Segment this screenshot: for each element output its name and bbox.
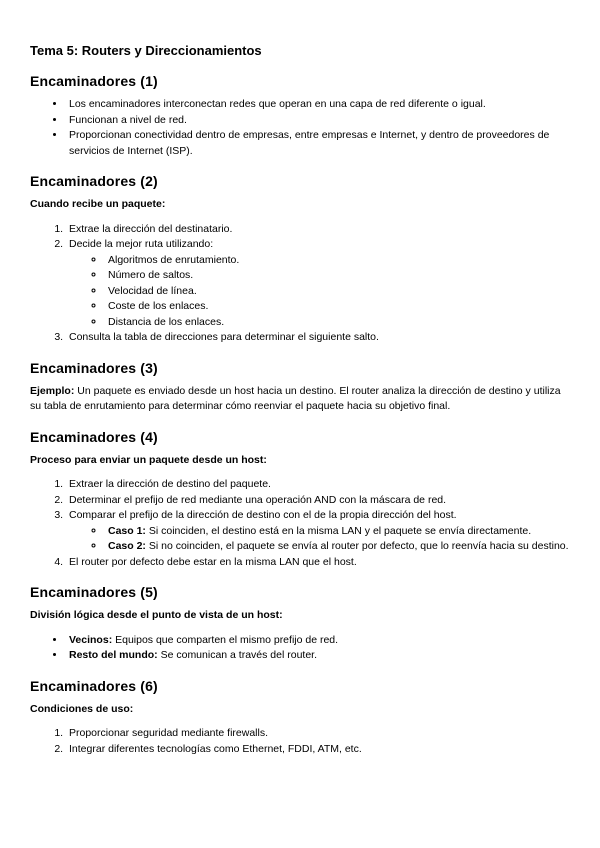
list-item: • Proporcionan conectividad dentro de empresas, entre empresas e Internet, y dentro de proveedores de servicios de Internet (ISP). [66, 128, 570, 159]
list-item: • Los encaminadores interconectan redes que operan en una capa de red diferente o igual. [66, 97, 570, 113]
numbered-list [30, 726, 570, 757]
sub-list-item: ◦ Algoritmos de enrutamiento. [105, 253, 570, 269]
section-subheading: División lógica desde el punto de vista de un host: [30, 609, 283, 621]
bold-lead: Resto del mundo: [69, 649, 158, 661]
sub-bullet-list [69, 524, 570, 555]
sub-list-item: ◦ Número de saltos. [105, 268, 570, 284]
list-item: • Vecinos: Equipos que comparten el mismo prefijo de red. [66, 633, 570, 649]
numbered-list [30, 477, 570, 570]
list-item: 1. Extrae la dirección del destinatario. [66, 222, 570, 238]
list-item: 2. Decide la mejor ruta utilizando: ◦ Algoritmos de enrutamiento. ◦ Número de saltos. ◦ Velocidad de línea. ◦ Coste de los enlaces. ◦ Distancia de los enlaces. [66, 237, 570, 330]
bold-lead: Caso 1: [108, 524, 146, 537]
bold-lead: Caso 2: [108, 540, 146, 552]
bold-lead: Ejemplo: [30, 384, 75, 397]
list-item: 3. Comparar el prefijo de la dirección de destino con el de la propia dirección del host. ◦ Caso 1: Si coinciden, el destino está en la misma LAN y el paquete se envía directamente. ◦ Caso 2: Si no coinciden, el paquete se envía al router por defecto, que lo reenvía hacia su destino. [66, 508, 570, 555]
section-heading: Encaminadores (5) [30, 584, 158, 600]
list-item: 2. Determinar el prefijo de red mediante una operación AND con la máscara de red. [66, 493, 570, 509]
section-heading: Encaminadores (4) [30, 428, 158, 445]
list-item: • Resto del mundo: Se comunican a través del router. [66, 648, 570, 664]
numbered-list [30, 222, 570, 346]
bold-lead: Vecinos: [69, 633, 113, 646]
section-heading: Encaminadores (1) [30, 73, 158, 89]
sub-list-item: ◦ Velocidad de línea. [105, 284, 570, 300]
list-item: 1. Extraer la dirección de destino del paquete. [66, 477, 570, 493]
sub-list-item: ◦ Distancia de los enlaces. [105, 315, 570, 331]
section-subheading: Cuando recibe un paquete: [30, 198, 166, 210]
section-heading: Encaminadores (2) [30, 173, 158, 189]
list-item: • Funcionan a nivel de red. [66, 113, 570, 129]
bullet-list [30, 97, 570, 159]
section-subheading: Condiciones de uso: [30, 702, 134, 715]
list-item: 4. El router por defecto debe estar en la misma LAN que el host. [66, 555, 570, 571]
document-title: Tema 5: Routers y Direccionamientos [30, 43, 262, 58]
list-item: 3. Consulta la tabla de direcciones para determinar el siguiente salto. [66, 330, 570, 346]
section-subheading: Proceso para enviar un paquete desde un host: [30, 453, 267, 466]
sub-list-item: ◦ Caso 1: Si coinciden, el destino está en la misma LAN y el paquete se envía directamente. [105, 524, 570, 540]
list-item: 1. Proporcionar seguridad mediante firewalls. [66, 726, 570, 742]
section-heading: Encaminadores (3) [30, 359, 158, 376]
sub-list-item: ◦ Coste de los enlaces. [105, 299, 570, 315]
section-heading: Encaminadores (6) [30, 677, 158, 694]
list-item: 2. Integrar diferentes tecnologías como Ethernet, FDDI, ATM, etc. [66, 742, 570, 758]
sub-bullet-list [69, 253, 570, 331]
paragraph: Ejemplo: Un paquete es enviado desde un host hacia un destino. El router analiza la dirección de destino y utiliza su tabla de enrutamiento para determinar cómo reenviar el paquete hacia su objetivo final. [30, 384, 561, 412]
bullet-list [30, 633, 570, 664]
document-content [30, 42, 570, 757]
sub-list-item: ◦ Caso 2: Si no coinciden, el paquete se envía al router por defecto, que lo reenvía hacia su destino. [105, 539, 570, 555]
